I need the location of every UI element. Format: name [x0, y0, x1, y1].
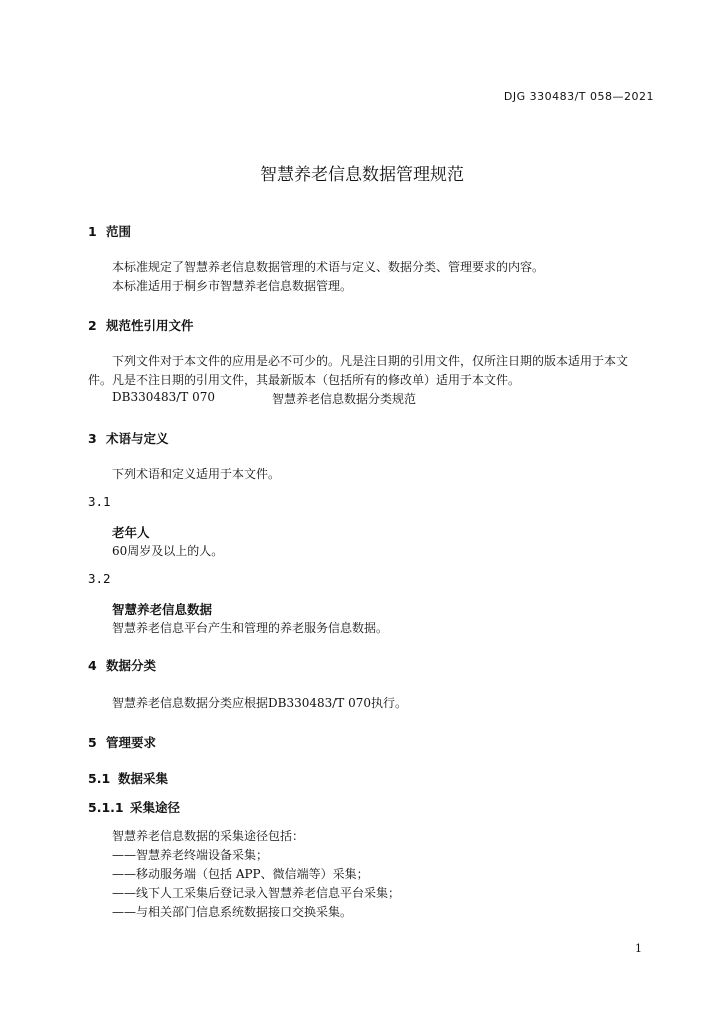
list-item: ——智慧养老终端设备采集； — [112, 848, 269, 862]
subsection-title: 数据采集 — [118, 771, 169, 786]
section-number: 3 — [88, 431, 97, 446]
reference-title: 智慧养老信息数据分类规范 — [272, 392, 417, 406]
term-number: 3.1 — [88, 494, 111, 509]
section-1-heading — [88, 222, 131, 240]
paragraph: 下列术语和定义适用于本文件。 — [112, 467, 281, 481]
term-definition: 60周岁及以上的人。 — [112, 544, 224, 558]
paragraph-continuation: 件。凡是不注日期的引用文件，其最新版本（包括所有的修改单）适用于本文件。 — [88, 373, 521, 387]
term-number: 3.2 — [88, 571, 111, 586]
paragraph: 本标准适用于桐乡市智慧养老信息数据管理。 — [112, 279, 353, 293]
section-number: 4 — [88, 658, 97, 673]
subsection-title: 采集途径 — [130, 800, 181, 815]
section-number: 5 — [88, 735, 97, 750]
paragraph: 下列文件对于本文件的应用是必不可少的。凡是注日期的引用文件，仅所注日期的版本适用于本文 — [112, 354, 629, 368]
section-number: 1 — [88, 224, 97, 239]
page-number: 1 — [635, 942, 642, 955]
section-title: 规范性引用文件 — [106, 318, 194, 333]
section-title: 术语与定义 — [106, 431, 169, 446]
subsection-5-1-1-heading — [88, 798, 180, 816]
list-item: ——线下人工采集后登记录入智慧养老信息平台采集； — [112, 886, 401, 900]
section-2-heading — [88, 316, 194, 334]
paragraph: 智慧养老信息数据的采集途径包括： — [112, 829, 305, 843]
paragraph: 本标准规定了智慧养老信息数据管理的术语与定义、数据分类、管理要求的内容。 — [112, 260, 545, 274]
subsection-5-1-heading — [88, 769, 168, 787]
section-4-heading — [88, 656, 156, 674]
section-3-heading — [88, 429, 169, 447]
section-title: 管理要求 — [106, 735, 157, 750]
subsection-number: 5.1.1 — [88, 800, 124, 815]
reference-code: DB330483/T 070 — [112, 390, 216, 404]
section-number: 2 — [88, 318, 97, 333]
subsection-number: 5.1 — [88, 771, 111, 786]
section-title: 数据分类 — [106, 658, 157, 673]
section-title: 范围 — [106, 224, 132, 239]
list-item: ——与相关部门信息系统数据接口交换采集。 — [112, 905, 353, 919]
term-name: 老年人 — [112, 525, 150, 540]
document-title: 智慧养老信息数据管理规范 — [260, 165, 464, 185]
document-code: DJG 330483/T 058—2021 — [503, 90, 654, 103]
term-definition: 智慧养老信息平台产生和管理的养老服务信息数据。 — [112, 621, 389, 635]
list-item: ——移动服务端（包括 APP、微信端等）采集； — [112, 867, 369, 881]
paragraph: 智慧养老信息数据分类应根据DB330483/T 070执行。 — [112, 696, 408, 710]
section-5-heading — [88, 733, 156, 751]
term-name: 智慧养老信息数据 — [112, 602, 213, 617]
